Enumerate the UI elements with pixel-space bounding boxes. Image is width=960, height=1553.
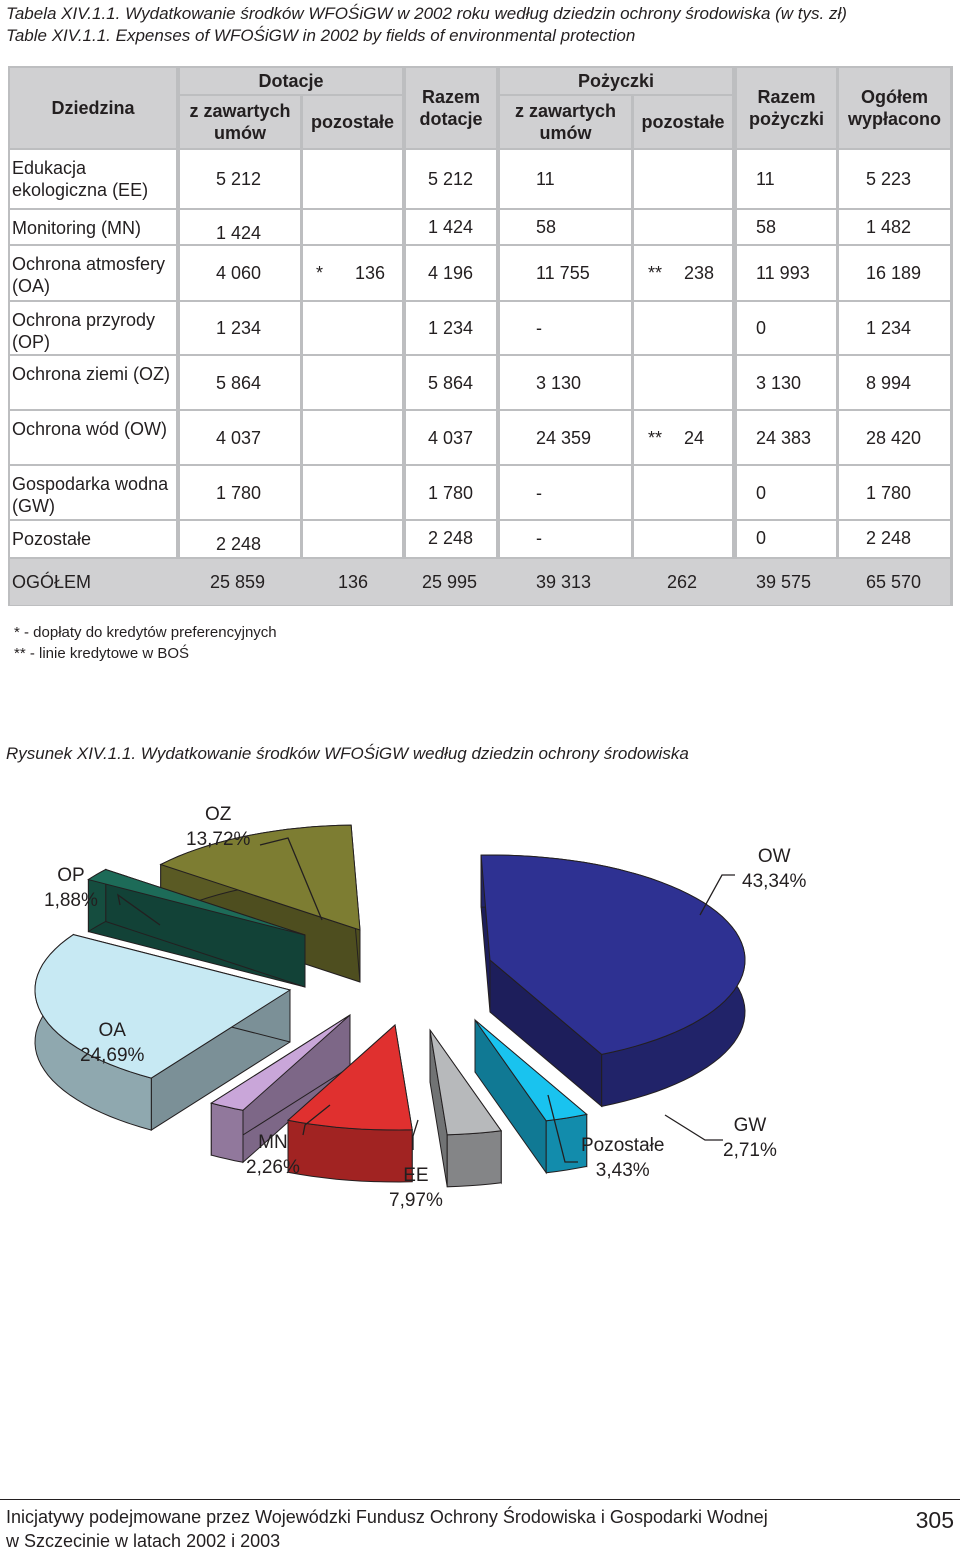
cell-ogolem: 5 223 bbox=[866, 169, 912, 189]
cell-razem-dot: 2 248 bbox=[428, 528, 474, 548]
footer-line-2: w Szczecinie w latach 2002 i 2003 bbox=[6, 1531, 281, 1551]
figure-title: Rysunek XIV.1.1. Wydatkowanie środków WFOŚiGW według dziedzin ochrony środowiska bbox=[6, 744, 689, 763]
pie-label-OA: OA 24,69% bbox=[80, 1020, 145, 1066]
cell-razem-poz: 3 130 bbox=[756, 372, 802, 393]
pie-label-OP: OP 1,88% bbox=[44, 865, 98, 911]
header-pozyczki: Pożyczki bbox=[500, 68, 732, 94]
pie-chart bbox=[0, 780, 960, 1230]
cell-ogolem: 16 189 bbox=[866, 263, 922, 283]
page-number: 305 bbox=[915, 1507, 954, 1533]
row-label: Gospodarka wodna (GW) bbox=[12, 474, 169, 516]
header-dziedzina: Dziedzina bbox=[10, 68, 176, 148]
row-label: Edukacja ekologiczna (EE) bbox=[12, 158, 149, 200]
cell-razem-dot: 1 234 bbox=[428, 318, 474, 338]
header-ogolem: Ogółem wypłacono bbox=[839, 68, 950, 148]
page-footer bbox=[6, 1505, 768, 1553]
cell-dot-umow: 4 060 bbox=[216, 263, 262, 283]
row-label: Ochrona wód (OW) bbox=[12, 419, 168, 439]
total-dot-umow: 25 859 bbox=[210, 572, 266, 592]
footnote-marker: ** bbox=[648, 427, 663, 448]
header-dot-pozostale: pozostałe bbox=[303, 96, 402, 148]
footnote-marker: * bbox=[316, 263, 324, 283]
pie-label-MN: MN 2,26% bbox=[246, 1132, 300, 1178]
total-label: OGÓŁEM bbox=[12, 572, 92, 592]
footer-line-1: Inicjatywy podejmowane przez Wojewódzki Fundusz Ochrony Środowiska i Gospodarki Wodnej bbox=[6, 1507, 768, 1527]
cell-dot-umow: 5 864 bbox=[216, 372, 262, 393]
cell-razem-dot: 5 864 bbox=[428, 372, 474, 393]
pie-label-Pozostale: Pozostałe 3,43% bbox=[581, 1135, 665, 1181]
total-dot-poz: 136 bbox=[338, 572, 369, 592]
table-title-pl: Tabela XIV.1.1. Wydatkowanie środków WFOŚiGW w 2002 roku według dziedzin ochrony środowiska (w tys. zł) bbox=[6, 4, 847, 23]
cell-ogolem: 1 482 bbox=[866, 217, 912, 237]
row-label: Ochrona ziemi (OZ) bbox=[12, 364, 171, 384]
total-poz-umow: 39 313 bbox=[536, 572, 592, 592]
leader-line bbox=[665, 1115, 723, 1140]
table-title-en: Table XIV.1.1. Expenses of WFOŚiGW in 2002 by fields of environmental protection bbox=[6, 26, 636, 45]
total-razem-poz: 39 575 bbox=[756, 572, 812, 592]
header-poz-pozostale: pozostałe bbox=[634, 96, 732, 148]
cell-poz-umow: - bbox=[536, 318, 542, 338]
cell-poz-poz: 24 bbox=[684, 427, 705, 448]
pie-label-OZ: OZ 13,72% bbox=[186, 804, 251, 850]
cell-dot-umow: 1 424 bbox=[216, 223, 262, 243]
cell-poz-umow: 11 bbox=[536, 169, 555, 189]
header-dot-z-zawartych: z zawartych umów bbox=[180, 96, 300, 148]
cell-razem-poz: 0 bbox=[756, 528, 767, 548]
header-dotacje: Dotacje bbox=[180, 68, 402, 94]
cell-dot-umow: 1 234 bbox=[216, 318, 262, 338]
total-ogolem: 65 570 bbox=[866, 572, 922, 592]
cell-razem-poz: 11 993 bbox=[756, 263, 810, 283]
header-razem-pozyczki: Razem pożyczki bbox=[737, 68, 836, 148]
cell-ogolem: 1 234 bbox=[866, 318, 912, 338]
cell-poz-umow: 58 bbox=[536, 217, 557, 237]
footnote-marker: ** bbox=[648, 263, 663, 283]
cell-razem-dot: 4 196 bbox=[428, 263, 474, 283]
cell-ogolem: 28 420 bbox=[866, 427, 922, 448]
cell-razem-dot: 1 780 bbox=[428, 482, 474, 503]
cell-dot-umow: 5 212 bbox=[216, 169, 262, 189]
row-label: Monitoring (MN) bbox=[12, 218, 142, 238]
row-label: Ochrona atmosfery (OA) bbox=[12, 254, 166, 296]
header-razem-dotacje: Razem dotacje bbox=[406, 68, 496, 148]
cell-razem-poz: 24 383 bbox=[756, 427, 812, 448]
cell-poz-umow: 24 359 bbox=[536, 427, 592, 448]
cell-poz-umow: - bbox=[536, 528, 542, 548]
cell-razem-dot: 5 212 bbox=[428, 169, 474, 189]
cell-razem-poz: 11 bbox=[756, 169, 775, 189]
pie-label-EE: EE 7,97% bbox=[389, 1165, 443, 1211]
leader-line bbox=[413, 1120, 418, 1150]
cell-poz-umow: 11 755 bbox=[536, 263, 590, 283]
cell-ogolem: 8 994 bbox=[866, 372, 912, 393]
cell-razem-poz: 58 bbox=[756, 217, 777, 237]
pie-label-GW: GW 2,71% bbox=[723, 1115, 777, 1161]
cell-poz-poz: 238 bbox=[684, 263, 715, 283]
cell-ogolem: 2 248 bbox=[866, 528, 912, 548]
note-2: ** - linie kredytowe w BOŚ bbox=[14, 645, 190, 662]
cell-dot-umow: 2 248 bbox=[216, 534, 262, 554]
cell-razem-dot: 1 424 bbox=[428, 217, 474, 237]
total-poz-poz: 262 bbox=[667, 572, 698, 592]
cell-razem-poz: 0 bbox=[756, 482, 767, 503]
cell-poz-umow: - bbox=[536, 482, 542, 503]
header-poz-z-zawartych: z zawartych umów bbox=[500, 96, 631, 148]
total-razem-dot: 25 995 bbox=[422, 572, 478, 592]
row-label: Ochrona przyrody (OP) bbox=[12, 310, 156, 352]
cell-ogolem: 1 780 bbox=[866, 482, 912, 503]
pie-label-OW: OW 43,34% bbox=[742, 846, 807, 892]
cell-poz-umow: 3 130 bbox=[536, 372, 582, 393]
note-1: * - dopłaty do kredytów preferencyjnych bbox=[14, 624, 277, 641]
cell-razem-dot: 4 037 bbox=[428, 427, 474, 448]
cell-razem-poz: 0 bbox=[756, 318, 767, 338]
cell-dot-umow: 4 037 bbox=[216, 427, 262, 448]
row-label: Pozostałe bbox=[12, 529, 92, 549]
cell-dot-poz: 136 bbox=[355, 263, 386, 283]
cell-dot-umow: 1 780 bbox=[216, 482, 262, 503]
